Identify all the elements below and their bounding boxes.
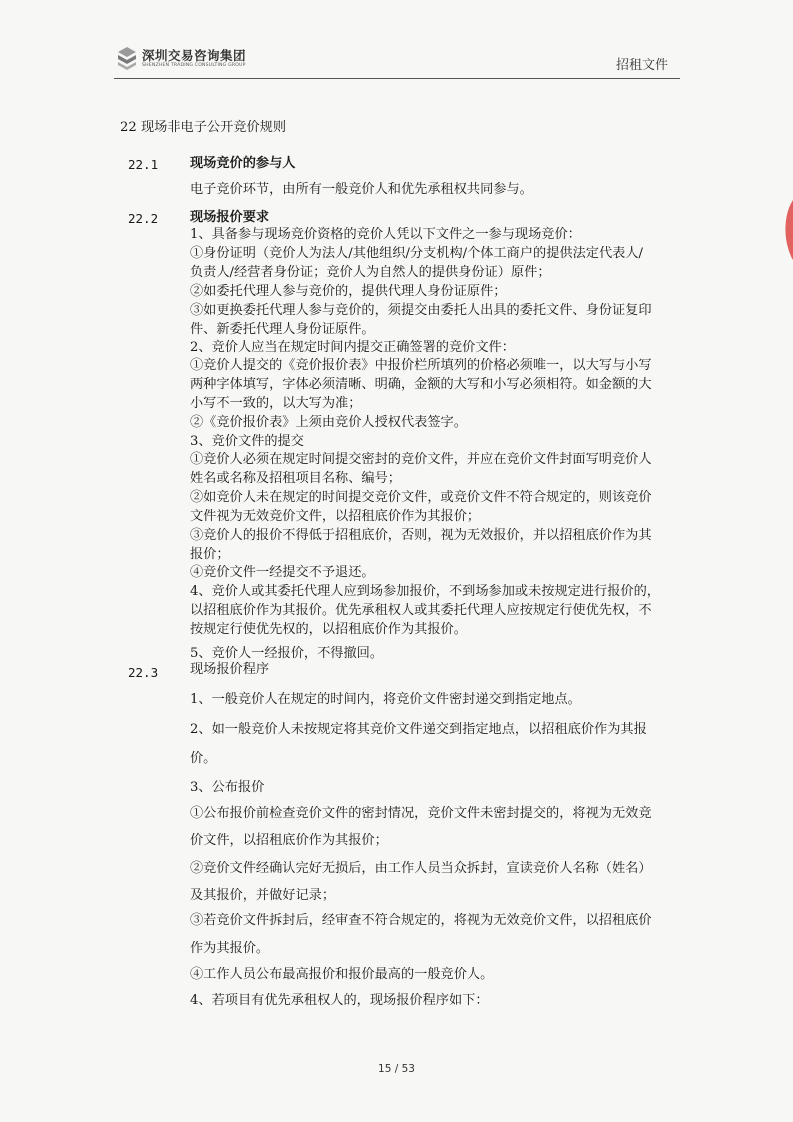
paragraph-line: 按规定行使优先权的，以招租底价作为其报价。	[190, 622, 467, 637]
paragraph-line: 文件视为无效竞价文件，以招租底价作为其报价；	[190, 509, 481, 524]
paragraph-line: ④工作人员公布最高报价和报价最高的一般竞价人。	[190, 967, 494, 982]
subsection-title: 现场报价程序	[190, 662, 270, 677]
document-type-label: 招租文件	[615, 58, 668, 73]
paragraph-line: 1、具备参与现场竞价资格的竞价人凭以下文件之一参与现场竞价：	[190, 227, 581, 242]
logo-mark-icon	[116, 46, 138, 70]
logo-chinese-name: 深圳交易咨询集团	[142, 48, 247, 63]
paragraph-line: ②如竞价人未在规定的时间提交竞价文件，或竞价文件不符合规定的，则该竞价	[190, 490, 652, 505]
paragraph-line: ④竞价文件一经提交不予退还。	[190, 565, 375, 580]
paragraph-line: 电子竞价环节，由所有一般竞价人和优先承租权共同参与。	[190, 182, 533, 197]
paragraph-line: ①竞价人提交的《竞价报价表》中报价栏所填列的价格必须唯一，以大写与小写	[190, 358, 652, 373]
subsection-number: 22.1	[128, 157, 159, 172]
paragraph-line: 报价；	[190, 547, 230, 562]
subsection-number: 22.2	[128, 211, 159, 226]
paragraph-line: ①公布报价前检查竞价文件的密封情况，竞价文件未密封提交的，将视为无效竞	[190, 806, 652, 821]
red-seal-edge	[782, 200, 793, 260]
page-number: 15 / 53	[378, 1063, 415, 1075]
paragraph-line: 3、公布报价	[190, 780, 265, 795]
paragraph-line: 1、一般竞价人在规定的时间内，将竞价文件密封递交到指定地点。	[190, 692, 581, 707]
paragraph-line: 4、竞价人或其委托代理人应到场参加报价，不到场参加或未按规定进行报价的，	[190, 584, 660, 599]
paragraph-line: ③如更换委托代理人参与竞价的，须提交由委托人出具的委托文件、身份证复印	[190, 303, 652, 318]
paragraph-line: 件、新委托代理人身份证原件。	[190, 322, 375, 337]
page-header	[116, 44, 676, 78]
paragraph-line: 价。	[190, 751, 217, 766]
paragraph-line: 2、竞价人应当在规定时间内提交正确签署的竞价文件：	[190, 340, 515, 355]
logo-english-name: SHENZHEN TRADING CONSULTING GROUP	[142, 63, 246, 68]
paragraph-line: 以招租底价作为其报价。优先承租权人或其委托代理人应按规定行使优先权，不	[190, 603, 652, 618]
paragraph-line: 4、若项目有优先承租权人的，现场报价程序如下：	[190, 993, 489, 1008]
paragraph-line: ③若竞价文件拆封后，经审查不符合规定的，将视为无效竞价文件，以招租底价	[190, 913, 652, 928]
paragraph-line: 2、如一般竞价人未按规定将其竞价文件递交到指定地点，以招租底价作为其报	[190, 722, 647, 737]
paragraph-line: 3、竞价文件的提交	[190, 434, 304, 449]
paragraph-line: 5、竞价人一经报价，不得撤回。	[190, 646, 384, 661]
paragraph-line: ②如委托代理人参与竞价的，提供代理人身份证原件；	[190, 284, 507, 299]
paragraph-line: ②《竞价报价表》上须由竞价人授权代表签字。	[190, 415, 467, 430]
subsection-title: 现场竞价的参与人	[190, 156, 296, 171]
paragraph-line: 价文件，以招租底价作为其报价；	[190, 833, 388, 848]
subsection-title: 现场报价要求	[190, 210, 270, 225]
paragraph-line: ①身份证明（竞价人为法人/其他组织/分支机构/个体工商户的提供法定代表人/	[190, 246, 643, 261]
paragraph-line: ②竞价文件经确认完好无损后，由工作人员当众拆封，宣读竞价人名称（姓名）	[190, 861, 652, 876]
paragraph-line: 作为其报价。	[190, 941, 270, 956]
paragraph-line: 小写不一致的，以大写为准；	[190, 396, 362, 411]
subsection-number: 22.3	[128, 665, 159, 680]
paragraph-line: 姓名或名称及招租项目名称、编号；	[190, 471, 401, 486]
header-divider	[114, 78, 680, 79]
paragraph-line: ①竞价人必须在规定时间提交密封的竞价文件，并应在竞价文件封面写明竞价人	[190, 452, 652, 467]
company-logo	[116, 44, 256, 74]
section-title: 22 现场非电子公开竞价规则	[120, 120, 287, 135]
paragraph-line: 负责人/经营者身份证；竞价人为自然人的提供身份证）原件；	[190, 265, 551, 280]
paragraph-line: ③竞价人的报价不得低于招租底价，否则，视为无效报价，并以招租底价作为其	[190, 528, 652, 543]
paragraph-line: 及其报价，并做好记录；	[190, 888, 336, 903]
paragraph-line: 两种字体填写，字体必须清晰、明确，金额的大写和小写必须相符。如金额的大	[190, 377, 652, 392]
